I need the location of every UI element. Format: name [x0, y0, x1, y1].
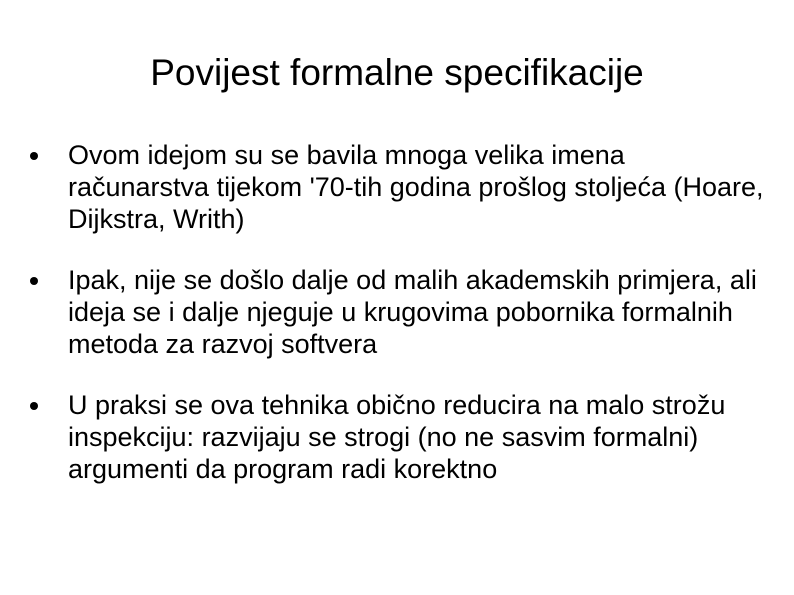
bullet-text: Ipak, nije se došlo dalje od malih akademskih primjera, ali ideja se i dalje njeguje u krugovima pobornika formalnih metoda za razvoj softvera: [68, 265, 757, 359]
bullet-item: [30, 389, 770, 485]
bullet-item: [30, 264, 770, 360]
slide-title: Povijest formalne specifikacije: [150, 52, 644, 93]
bullet-dot-icon: [30, 277, 38, 285]
bullet-text: Ovom idejom su se bavila mnoga velika imena računarstva tijekom '70-tih godina prošlog stoljeća (Hoare, Dijkstra, Writh): [68, 140, 764, 234]
bullet-item: [30, 139, 770, 235]
bullet-list: [30, 139, 770, 514]
bullet-dot-icon: [30, 402, 38, 410]
bullet-dot-icon: [30, 152, 38, 160]
bullet-text: U praksi se ova tehnika obično reducira na malo strožu inspekciju: razvijaju se strogi (no ne sasvim formalni) argumenti da program radi korektno: [68, 390, 726, 484]
